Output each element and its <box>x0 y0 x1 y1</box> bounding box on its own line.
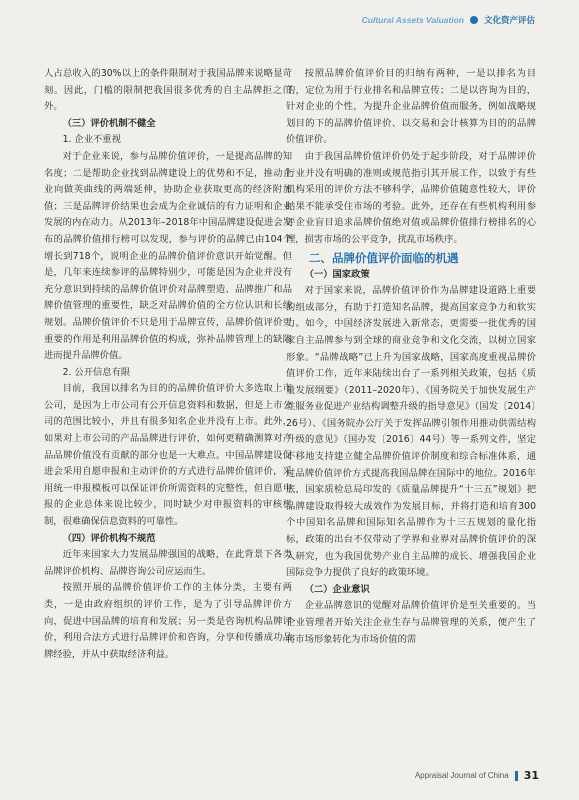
header-chinese-title: 文化资产评估 <box>483 16 535 26</box>
paragraph: 按照开展的品牌价值评价工作的主体分类，主要有两类，一是由政府组织的评价工作，是为了引导品牌评价方向，促进中国品牌的培育和发展；另一类是咨询机构品牌评价，利用合法方式进行品牌评价和咨询，分享和传播成功品牌经验，并从中获取经济利益。 <box>44 582 292 660</box>
paragraph: 企业品牌意识的觉醒对品牌价值评价是至关重要的。当企业管理者开始关注企业生存与品牌管理的关系，便产生了将市场形象转化为市场价值的需 <box>286 600 536 645</box>
subheading: 1. 企业不重视 <box>62 134 121 146</box>
paragraph: 对于国家来说，品牌价值评价作为品牌建设道路上重要的组成部分，有助于打造知名品牌，提高国家竞争力和软实力。如今，中国经济发展进入新常态，更需要一批优秀的国家自主品牌参与到全球的商业竞争和文化交流，以树立国家形象。“品牌战略”已上升为国家战略，国家高度重视品牌价值评价工作，近年来陆续出台了一系列相关政策，包括《质量发展纲要》（2011–2020年）、《国务院关于加快发展生产性服务业促进产业结构调整升级的指导意见》（国发〔2014〕26号）、《国务院办公厅关于发挥品牌引领作用推动供需结构升级的意见》（国办发〔2016〕44号）等一系列文件，坚定不移地支持建立健全品牌价值评价制度和综合标准体系，通过品牌价值评价方式提高我国品牌在国际中的地位。2016年底，国家质检总局印发的《质量品牌提升“十三五”规划》把品牌建设取得较大成效作为发展目标，并将打造和培育300个中国知名品牌和国际知名品牌作为十三五规划的量化指标，政策的出台不仅带动了学界和业界对品牌价值评价的深入研究，也为我国优势产业自主品牌的成长、增强我国企业国际竞争力提供了良好的政策环境。 <box>286 285 536 579</box>
paragraph: 按照品牌价值评价目的归纳有两种，一是以排名为目的，定位为用于行业排名和品牌宣传；二是以咨询为目的，针对企业的个性，为提升企业品牌价值而服务，例如战略规划目的下的品牌价值评价、以交易和会计核算为目的的品牌价值评价。 <box>286 68 536 146</box>
journal-name: Appraisal Journal of China <box>414 771 509 780</box>
right-column <box>286 66 536 648</box>
paragraph: 由于我国品牌价值评价仍处于起步阶段，对于品牌评价行业并没有明确的准则或规范指引其开展工作，以致于有些机构采用的评价方法不够科学，品牌价值随意性较大，评价结果不能承受住市场的考验。此外，还存在有些机构利用参评企业盲目追求品牌价值绝对值或品牌价值排行榜排名的心理，损害市场的公平竞争，扰乱市场秩序。 <box>286 150 536 245</box>
header-dot-icon <box>470 16 478 24</box>
paragraph: 对于企业来说，参与品牌价值评价，一是提高品牌的知名度；二是帮助企业找到品牌建设上的优势和不足，推动企业向做英曲线的两端延伸，协助企业获取更高的经济附加值；三是品牌评价结果也会成为企业诚信的有力证明和企业发展的内在动力。从2013年–2018年中国品牌建设促进会发布的品牌价值排行榜可以发现，参与评价的品牌已由104个增长到718个，说明企业的品牌价值评价意识开始觉醒。但是，几年来连续参评的品牌特别少，可能是因为企业并没有充分意识到持续的品牌价值评价对品牌塑造、品牌推广和品牌价值管理的重要性，缺乏对品牌价值的全方位认识和长线规划。品牌价值评价不只是用于品牌宣传，品牌价值评价更重要的作用是利用品牌价值的构成，弥补品牌管理上的缺陷进而提升品牌价值。 <box>44 150 292 362</box>
paragraph: 目前，我国以排名为目的的品牌价值评价大多选取上市公司，是因为上市公司有公开信息资料和数据，但是上市公司的范围比较小，并且有很多知名企业并没有上市。此外，如果对上市公司的产品品牌进行评价，如何更精确测算对产品品牌价值没有贡献的部分也是一大难点。中国品牌建设促进会采用自愿申报和主动评价的方式进行品牌价值评价，采用统一申报模板可以保证评价所需资料的完整性，但自愿申报的企业总体来说比较少，同时缺少对申报资料的审核机制，很难确保信息资料的可靠性。 <box>44 383 292 528</box>
paragraph: 近年来国家大力发展品牌强国的战略，在此背景下各类品牌评价机构、品牌咨询公司应运而生。 <box>44 549 292 577</box>
paragraph: 人占总收入的30%以上的条件限制对于我国品牌来说略显苛刻。因此，门槛的限制把我国很多优秀的自主品牌拒之门外。 <box>44 68 292 113</box>
footer-bar-icon <box>515 771 518 781</box>
subheading: （二）企业意识 <box>304 583 370 595</box>
subheading: （三）评价机制不健全 <box>62 117 156 129</box>
subheading: （四）评价机构不规范 <box>62 532 156 544</box>
page-footer <box>415 769 539 782</box>
page-number: 31 <box>523 769 539 782</box>
page-header <box>362 14 535 26</box>
section-heading: 二、品牌价值评价面临的机遇 <box>309 250 459 265</box>
subheading: 2. 公开信息有限 <box>62 366 131 378</box>
subheading: （一）国家政策 <box>304 268 370 280</box>
header-english-title: Cultural Assets Valuation <box>361 15 464 25</box>
left-column <box>44 66 292 663</box>
